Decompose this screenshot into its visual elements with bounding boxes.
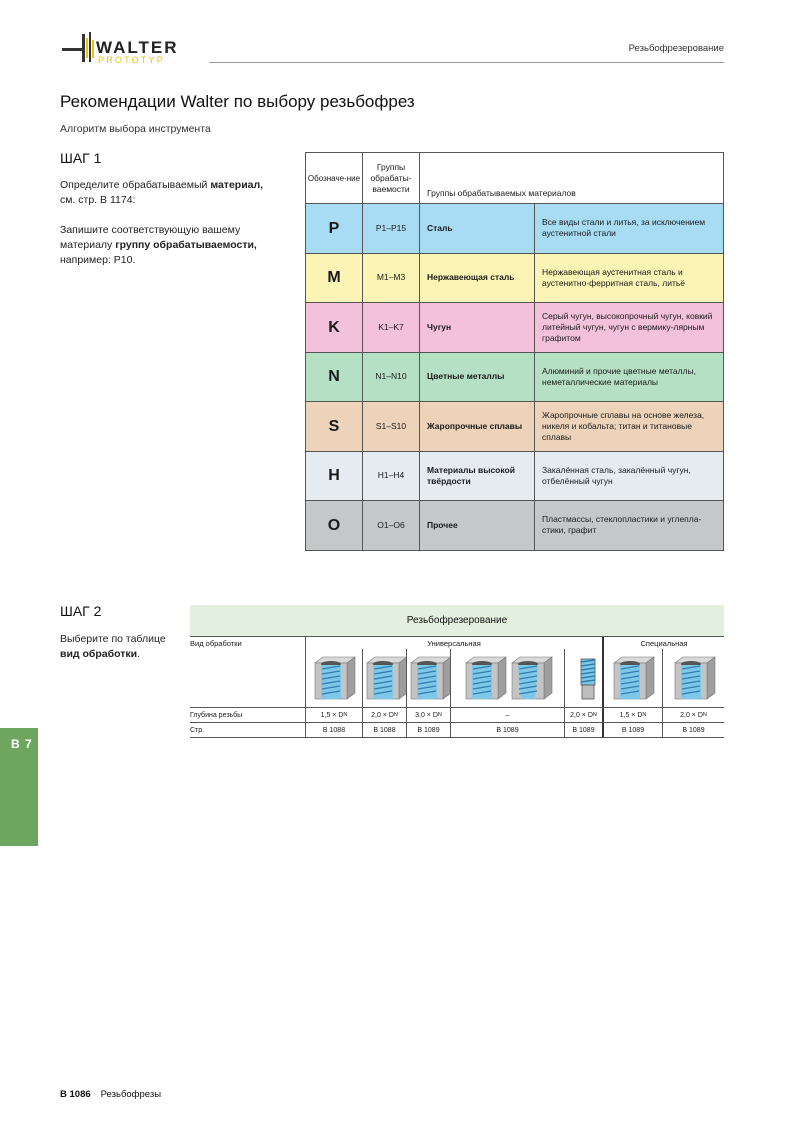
- tool-illustration-cell: [564, 649, 602, 707]
- step1-text-line: Запишите соответствующую вашему: [60, 224, 241, 236]
- machinability-group: M1–M3: [363, 254, 420, 303]
- label-thread-depth: Глубина резьбы: [190, 711, 243, 719]
- material-name: Материалы высокой твёрдости: [427, 464, 515, 486]
- page-footer: [60, 1089, 161, 1100]
- step2-text: [60, 632, 185, 662]
- material-letter: O: [306, 501, 363, 550]
- logo-bars-icon: [60, 30, 96, 66]
- step2-heading: ШАГ 2: [60, 603, 102, 619]
- threaded-hole-icon: [671, 655, 717, 701]
- header-designation: Обозначе-ние: [306, 153, 363, 203]
- material-letter: N: [306, 353, 363, 402]
- tool-illustration-cell: [662, 649, 724, 707]
- tool-illustration-row: [190, 649, 724, 707]
- page-ref-cell: B 1088: [362, 723, 406, 737]
- chapter-tab-label: B 7: [11, 737, 33, 751]
- material-letter: M: [306, 254, 363, 303]
- thread-depth-value: 3,0 × D: [415, 711, 438, 719]
- machinability-group: P1–P15: [363, 204, 420, 253]
- page-number: B 1086: [60, 1089, 91, 1100]
- header-section-title: Резьбофрезерование: [628, 43, 724, 54]
- logo-subtext: PROTOTYP: [98, 55, 165, 65]
- material-name: Сталь: [427, 222, 453, 233]
- page-ref-cell: B 1089: [450, 723, 564, 737]
- threaded-hole-icon: [610, 655, 656, 701]
- label-special: Специальная: [602, 637, 724, 649]
- thread-depth-cell: [406, 708, 450, 722]
- material-groups-table: [305, 152, 724, 551]
- step1-text-part: материалу: [60, 239, 116, 251]
- machinability-group: O1–O6: [363, 501, 420, 550]
- thread-depth-value: 2,0 × D: [570, 711, 593, 719]
- threaded-hole-icon: [407, 655, 450, 701]
- step1-text-bold: группу обрабатываемости,: [115, 239, 257, 251]
- page-ref-cell: B 1088: [305, 723, 362, 737]
- material-name: Нержавеющая сталь: [427, 272, 515, 283]
- page-ref-cell: B 1089: [602, 723, 662, 737]
- material-description: Пластмассы, стеклопластики и углепла-стики, графит: [534, 501, 723, 550]
- material-description: Закалённая сталь, закалённый чугун, отбелённый чугун: [534, 452, 723, 501]
- material-row: [306, 500, 723, 550]
- tool-illustration-cell: [450, 649, 564, 707]
- step1-text-ref: см. стр. B 1174:: [60, 194, 136, 206]
- label-page: Стр.: [190, 726, 205, 734]
- thread-depth-value: 2,0 × D: [680, 711, 703, 719]
- tool-illustration-cell: [406, 649, 450, 707]
- table-header-row: [306, 153, 723, 203]
- step1-text-bold: материал,: [210, 179, 264, 191]
- page-ref-cell: B 1089: [406, 723, 450, 737]
- material-name: Жаропрочные сплавы: [427, 420, 523, 431]
- material-description: Нержавеющая аустенитная сталь и аустенитно-ферритная сталь, литьё: [534, 254, 723, 303]
- label-machining-type: Вид обработки: [190, 638, 242, 648]
- threaded-hole-icon: [462, 655, 508, 701]
- machinability-group: H1–H4: [363, 452, 420, 501]
- threaded-hole-icon: [363, 655, 406, 701]
- material-description: Алюминий и прочие цветные металлы, неметаллические материалы: [534, 353, 723, 402]
- material-row: [306, 302, 723, 352]
- thread-depth-value: 2,0 × D: [371, 711, 394, 719]
- material-row: [306, 253, 723, 303]
- material-letter: S: [306, 402, 363, 451]
- step2-text-line: Выберите по таблице: [60, 633, 166, 645]
- threaded-hole-icon: [508, 655, 554, 701]
- step1-heading: ШАГ 1: [60, 150, 102, 166]
- logo-text: WALTER: [96, 38, 179, 57]
- chapter-tab: [0, 728, 38, 846]
- thread-depth-cell: [602, 708, 662, 722]
- machinability-group: K1–K7: [363, 303, 420, 352]
- thread-depth-cell: [305, 708, 362, 722]
- thread-depth-row: [190, 707, 724, 722]
- header-material-groups: Группы обрабатываемых материалов: [427, 187, 576, 198]
- material-description: Все виды стали и литья, за исключением аустенитной стали: [534, 204, 723, 253]
- thread-depth-cell: [662, 708, 724, 722]
- material-name: Прочее: [427, 519, 458, 530]
- subscript-n: N: [642, 712, 647, 718]
- header-machinability-groups: Группы обрабаты-ваемости: [363, 153, 420, 203]
- step2-text-bold: вид обработки: [60, 648, 138, 660]
- material-letter: H: [306, 452, 363, 501]
- tool-illustration-cell: [362, 649, 406, 707]
- machinability-group: N1–N10: [363, 353, 420, 402]
- step1-text-example: например: P10.: [60, 254, 136, 266]
- step2-text-punct: .: [137, 648, 141, 660]
- threaded-hole-icon: [565, 655, 602, 701]
- machinability-group: S1–S10: [363, 402, 420, 451]
- material-name: Чугун: [427, 321, 452, 332]
- subscript-n: N: [343, 712, 348, 718]
- empty-cell: [190, 649, 305, 707]
- walter-logo: [60, 30, 200, 70]
- step1-text-part: Определите обрабатываемый: [60, 179, 211, 191]
- page-subtitle: Алгоритм выбора инструмента: [60, 123, 211, 135]
- threaded-hole-icon: [311, 655, 357, 701]
- material-row: [306, 451, 723, 501]
- subscript-n: N: [702, 712, 707, 718]
- tool-illustration-cell: [305, 649, 362, 707]
- material-description: Жаропрочные сплавы на основе железа, никеля и кобальта; титан и титановые сплавы: [534, 402, 723, 451]
- subscript-n: N: [393, 712, 398, 718]
- subscript-n: N: [437, 712, 442, 718]
- thread-depth-value: 1,5 × D: [619, 711, 643, 719]
- material-letter: K: [306, 303, 363, 352]
- page-title: Рекомендации Walter по выбору резьбофрез: [60, 92, 415, 111]
- material-row: [306, 352, 723, 402]
- page-ref-cell: B 1089: [662, 723, 724, 737]
- material-description: Серый чугун, высокопрочный чугун, ковкий литейный чугун, чугун с вермику-лярным графитом: [534, 303, 723, 352]
- thread-depth-cell: [564, 708, 602, 722]
- subscript-n: N: [592, 712, 597, 718]
- material-row: [306, 203, 723, 253]
- step1-text: [60, 178, 290, 268]
- thread-milling-band: Резьбофрезерование: [190, 605, 724, 636]
- thread-depth-value: –: [505, 711, 510, 719]
- thread-depth-cell: [362, 708, 406, 722]
- page-ref-cell: B 1089: [564, 723, 602, 737]
- machining-type-table: [190, 605, 724, 738]
- page-ref-row: [190, 722, 724, 738]
- machining-type-header-row: [190, 636, 724, 649]
- tool-illustration-cell: [602, 649, 662, 707]
- thread-depth-cell: [450, 708, 564, 722]
- material-name: Цветные металлы: [427, 371, 505, 382]
- thread-depth-value: 1,5 × D: [320, 711, 344, 719]
- label-universal: Универсальная: [305, 637, 602, 649]
- header-divider: [209, 62, 724, 63]
- footer-section: Резьбофрезы: [100, 1089, 162, 1100]
- material-letter: P: [306, 204, 363, 253]
- material-row: [306, 401, 723, 451]
